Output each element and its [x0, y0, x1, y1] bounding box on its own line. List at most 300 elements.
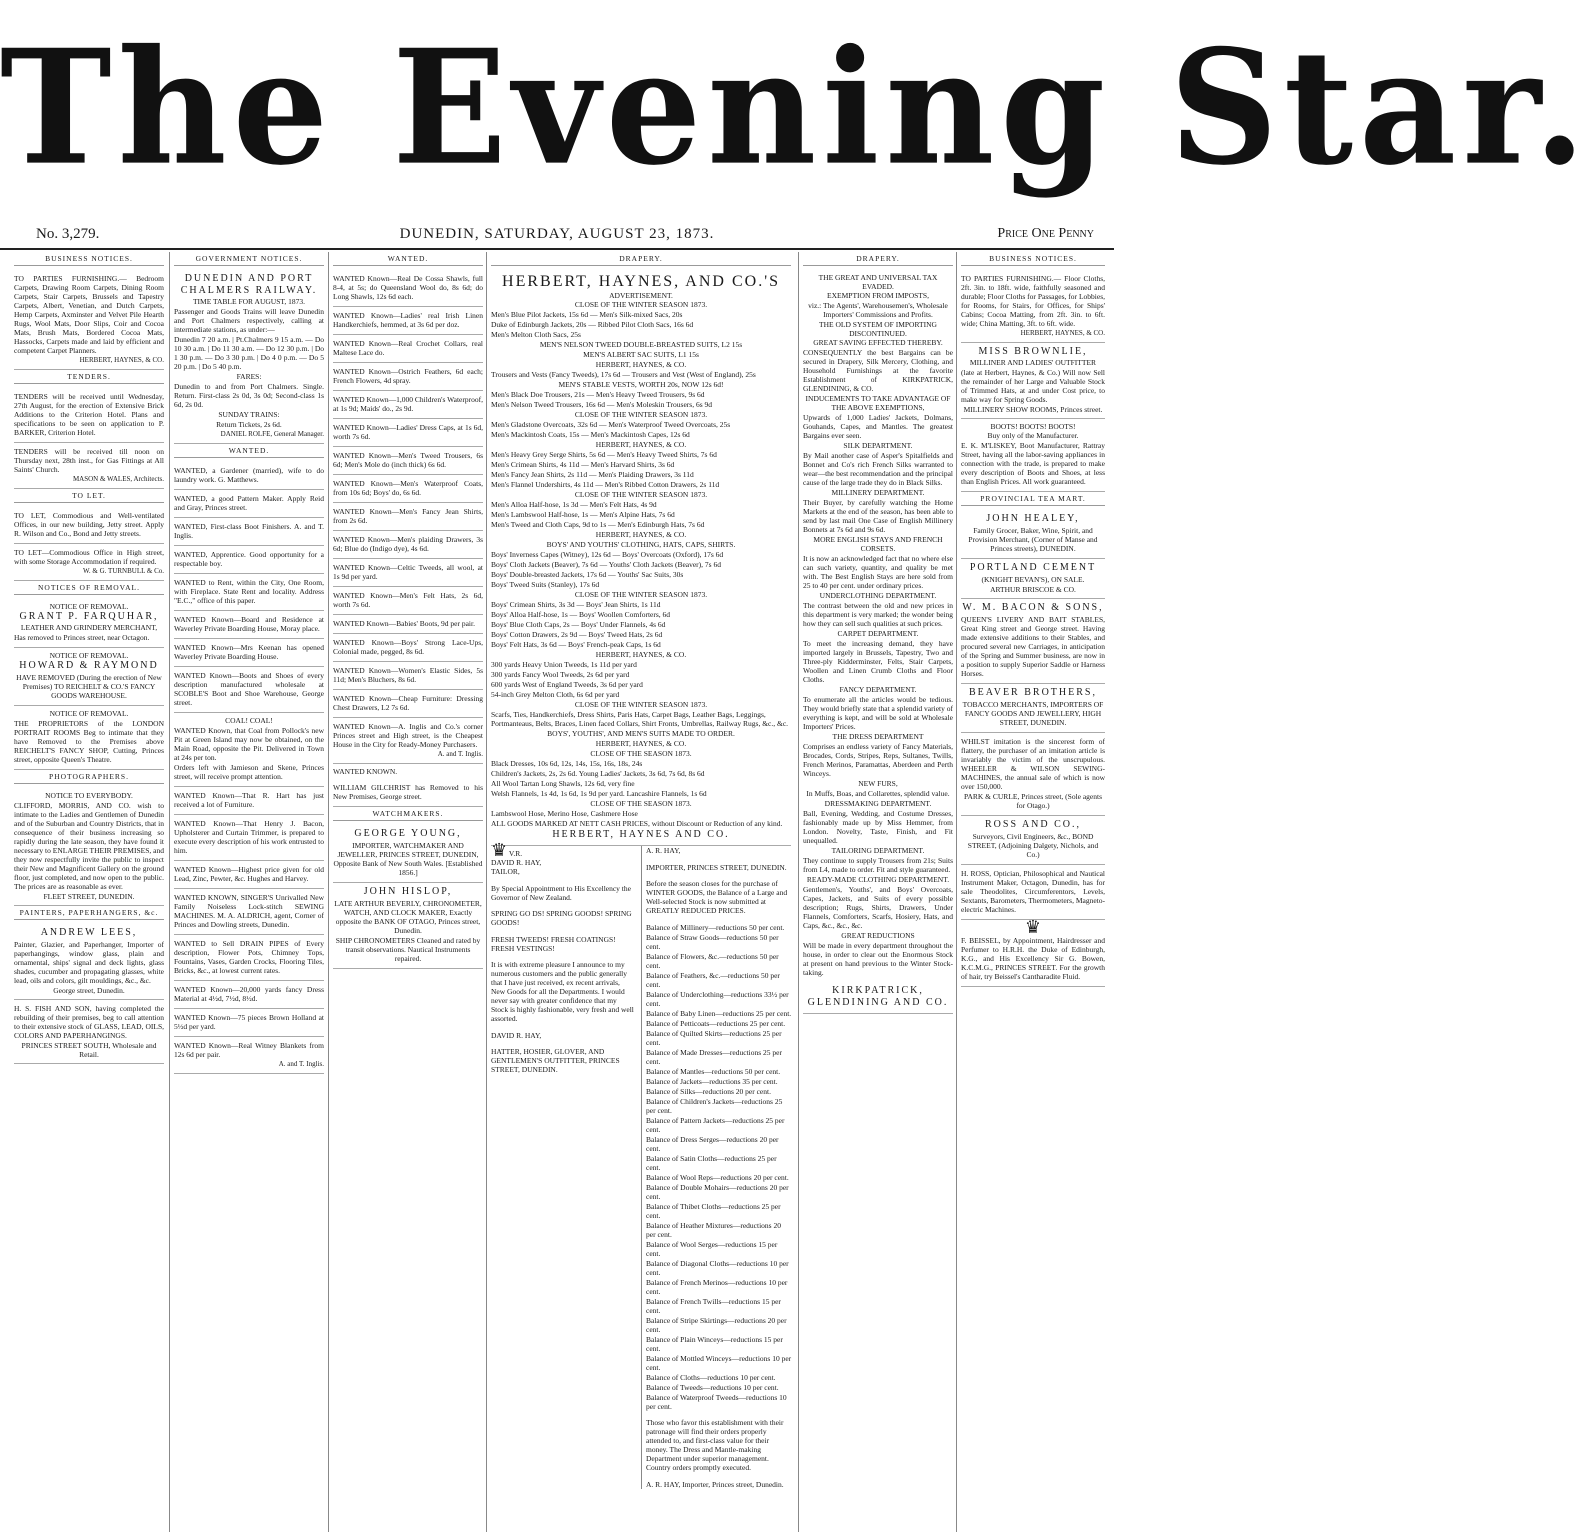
price-list-item: HERBERT, HAYNES, & CO. [595, 440, 687, 449]
ad-text: Return Tickets, 2s 6d. [216, 420, 282, 429]
price-list-item: 300 yards Fancy Wool Tweeds, 2s 6d per yard [491, 670, 630, 679]
ad-text: WANTED Known—Men's Felt Hats, 2s 6d, worth 7s 6d. [333, 591, 483, 609]
price-list-item: MEN'S ALBERT SAC SUITS, L1 15s [583, 350, 699, 359]
reduction-list-item: Balance of Mantles—reductions 50 per cent. [646, 1066, 781, 1076]
price-list-item: Boys' Inverness Capes (Witney), 12s 6d — Boys' Overcoats (Oxford), 17s 6d [491, 550, 724, 559]
price-list-item: BOYS', YOUTHS', AND MEN'S SUITS MADE TO ORDER. [547, 729, 735, 738]
ad-text: CONSEQUENTLY the best Bargains can be secured in Drapery, Silk Mercery, Clothing, and Household Furnishings at the favorite Establishment of KIRKPATRICK, GLENDINING, & CO. [803, 348, 953, 393]
ad-text: Upwards of 1,000 Ladies' Jackets, Dolmans, Gouhands, Capes, and Mantles. The greatest Bargains ever seen. [803, 413, 953, 440]
ad-text: WANTED Known—Boots and Shoes of every description manufactured wholesale at SCOBLE'S Boot and Shoe Warehouse, George street. [174, 671, 324, 707]
advertisement [961, 684, 1105, 733]
ad-signature: DANIEL ROLFE, General Manager. [220, 430, 324, 438]
ad-text: WANTED Known—75 pieces Brown Holland at 5½d per yard. [174, 1013, 324, 1031]
advertisement [333, 363, 483, 391]
reduction-list-item: Balance of Children's Jackets—reductions 25 per cent. [646, 1096, 783, 1115]
advertisement [14, 706, 164, 770]
section-header: NOTICES OF REMOVAL. [14, 583, 164, 595]
column-4 [486, 252, 791, 1532]
ad-trade: MILLINER AND LADIES' OUTFITTER [969, 358, 1097, 367]
price: Price One Penny [997, 226, 1094, 241]
reduction-list-item: Balance of Made Dresses—reductions 25 per cent. [646, 1047, 782, 1066]
ad-name: MISS BROWNLIE, [978, 346, 1088, 357]
ad-text: Ball, Evening, Wedding, and Costume Dresses, fashionably made up by Miss Hemmer, from London. Novelty, Taste, Finish, and Fit unequalled. [803, 809, 953, 845]
advertisement [333, 718, 483, 764]
price-list-item: Men's Melton Cloth Sacs, 25s [491, 330, 581, 339]
ad-name: JOHN HISLOP, [363, 886, 453, 897]
ad-text: WILLIAM GILCHRIST has Removed to his New Premises, George street. [333, 783, 483, 801]
price-list-item: Men's Lambswool Half-hose, 1s — Men's Alpine Hats, 7s 6d [491, 510, 675, 519]
newspaper-title: The Evening Star. [0, 15, 1592, 201]
ad-name: A. R. HAY, [646, 846, 681, 855]
reduction-list-item: Balance of Cloths—reductions 10 per cent. [646, 1372, 776, 1382]
section-header: TO LET. [14, 491, 164, 503]
price-list-item: Boys' Double-breasted Jackets, 17s 6d — Youths' Sac Suits, 30s [491, 570, 684, 579]
section-header: TENDERS. [14, 372, 164, 384]
advertisement [174, 611, 324, 639]
price-list-item: HERBERT, HAYNES, & CO. [595, 650, 687, 659]
advertisement [961, 816, 1105, 865]
timetable: Dunedin 7 20 a.m. | Pt.Chalmers 9 15 a.m. — Do 10 30 a.m. | Do 11 30 a.m. — Do 12 30 p.m. | Do 1 30 p.m. — Do 3 30 p.m. | Do 4 0 p.m. — Do 5 20 p.m. | Do 5 40 p.m. [174, 335, 324, 371]
price-list-item: HERBERT, HAYNES, & CO. [595, 530, 687, 539]
ad-name: ANDREW LEES, [40, 927, 138, 938]
price-list-item: CLOSE OF THE SEASON 1873. [590, 749, 692, 758]
price-list-item: Men's Gladstone Overcoats, 32s 6d — Men's Waterproof Tweed Overcoats, 25s [491, 420, 731, 429]
advertisement [333, 475, 483, 503]
ad-text: WANTED Known—Men's Tweed Trousers, 6s 6d; Men's Mole do (inch thick) 6s 6d. [333, 451, 483, 469]
ad-name: HOWARD & RAYMOND [19, 660, 159, 671]
advertisement [14, 507, 164, 544]
ad-text: Surveyors, Civil Engineers, &c., BOND STREET, (Adjoining Dalgety, Nichols, and Co.) [967, 832, 1099, 859]
price-list-item: Children's Jackets, 2s, 2s 6d. Young Ladies' Jackets, 3s 6d, 7s 6d, 8s 6d [491, 769, 705, 778]
ad-signature: HERBERT, HAYNES, & CO. [79, 356, 164, 364]
ad-subheading: THE DRESS DEPARTMENT [832, 732, 924, 741]
ad-name: PORTLAND CEMENT [969, 562, 1097, 573]
ad-trade: TAILOR, [491, 867, 520, 876]
ad-text: It is with extreme pleasure I announce to my numerous customers and the public generally that I have just received, ex recent arrivals, New Goods for all the Departments. I would never say with greater confidence that my Stock is highly fashionable, very fresh and well assorted. [491, 960, 634, 1023]
ad-name: DAVID R. HAY, [491, 858, 542, 867]
advertisement [174, 667, 324, 713]
reduction-list [646, 923, 792, 1411]
ad-text: WANTED Known—Ladies' real Irish Linen Handkerchiefs, hemmed, at 3s 6d per doz. [333, 311, 483, 329]
reduction-list-item: Balance of Wool Serges—reductions 15 per cent. [646, 1239, 778, 1258]
ad-text: Orders left with Jamieson and Skene, Princes street, will receive prompt attention. [174, 763, 324, 781]
advertisement [333, 779, 483, 807]
price-list-item: MEN'S STABLE VESTS, WORTH 20s, NOW 12s 6d! [558, 380, 724, 389]
price-list-item: MEN'S NELSON TWEED DOUBLE-BREASTED SUITS, L2 15s [539, 340, 743, 349]
ad-subheading: COAL! COAL! [225, 716, 273, 725]
reduction-list-item: Balance of Flowers, &c.—reductions 50 per cent. [646, 951, 779, 970]
ad-signature: MASON & WALES, Architects. [72, 475, 164, 483]
ad-text: E. K. M'LISKEY, Boot Manufacturer, Rattray Street, having all the labor-saving appliances in connection with the trade, is prepared to make every description of Boots and Shoes, at less than English Prices. All work guaranteed. [961, 441, 1105, 486]
advertisement [14, 599, 164, 648]
ad-subheading: CARPET DEPARTMENT. [837, 629, 919, 638]
advertisement [961, 510, 1105, 559]
price-list-item: HERBERT, HAYNES, & CO. [595, 360, 687, 369]
ad-text: WANTED, First-class Boot Finishers. A. and T. Inglis. [174, 522, 324, 540]
ad-text: TO PARTIES FURNISHING.— Floor Cloths, 2ft. 3in. to 18ft. wide, faithfully seasoned and durable; Floor Cloths for Passages, for Lobbies, for Rooms, for Stairs, for Offices, for Ships' Cabins; Cocoa Matting, from 2ft. 3in. to 6ft. wide; China Matting, 3ft. to 6ft. wide. [961, 274, 1105, 328]
ad-text: By Mail another case of Asper's Spitalfields and Bonnet and Co's rich French Silks warranted to wear—the best recommendation and the principal cause of the large trade they do in Black Silks. [803, 451, 953, 487]
price-list-item: CLOSE OF THE WINTER SEASON 1873. [574, 700, 708, 709]
dateline [0, 222, 1114, 250]
price-list-item: 300 yards Heavy Union Tweeds, 1s 11d per yard [491, 660, 637, 669]
advertisement [174, 639, 324, 667]
advertisement [961, 917, 1105, 987]
price-list-item: Men's Nelson Tweed Trousers, 16s 6d — Men's Moleskin Trousers, 6s 9d [491, 400, 713, 409]
ad-text: WANTED Known—Ostrich Feathers, 6d each; French Flowers, 4d spray. [333, 367, 483, 385]
section-header: WATCHMAKERS. [333, 809, 483, 821]
issue-number: No. 3,279. [36, 226, 100, 242]
ad-text: WANTED to Sell DRAIN PIPES of Every description, Flower Pots, Chimney Tops, Fountains, Vases, Garden Crocks, Flooring Tiles, Bricks, &c., at lowest current rates. [174, 939, 324, 975]
advertisement-kirkpatrick [803, 270, 953, 1014]
ad-text: WANTED Known—Babies' Boots, 9d per pair. [333, 619, 475, 628]
advertisement [333, 690, 483, 718]
advertisement [333, 559, 483, 587]
ad-text: WANTED KNOWN, SINGER'S Unrivalled New Family Noiseless Lock-stitch SEWING MACHINES. M. A. ALDRICH, agent, Corner of Princes and Dowling streets, Dunedin. [174, 893, 324, 929]
advertisement [174, 574, 324, 611]
price-list-item: Boys' Cloth Jackets (Beaver), 7s 6d — Youths' Cloth Jackets (Beaver), 7s 6d [491, 560, 721, 569]
ad-text: Those who favor this establishment with their patronage will find their orders properly attended to, and first-class value for their money. The Dress and Mantle-making Department under superior management. Country orders promptly executed. [646, 1418, 784, 1472]
ad-text: Buy only of the Manufacturer. [987, 431, 1079, 440]
ad-subheading: EXEMPTION FROM IMPOSTS, [827, 291, 929, 300]
ad-signature: A. and T. Inglis. [437, 750, 483, 758]
ad-text: TO PARTIES FURNISHING.— Bedroom Carpets, Drawing Room Carpets, Dining Room Carpets, Stair Carpets, Brussels and Tapestry Carpets, Albert, Venetian, and Dutch Carpets, Hemp Carpets, Axminster and Velvet Pile Hearth Rugs, Wool Mats, Door Slips, Coir and Cocoa Mats, Brush Mats, Bordered Cocoa Mats, Hassocks, Carpets made and laid by efficient and competent Carpet Planners. [14, 274, 164, 355]
advertisement [14, 648, 164, 706]
price-list-item: Men's Fancy Jean Shirts, 2s 11d — Men's Plaiding Drawers, 3s 11d [491, 470, 694, 479]
price-list-item: BOYS' AND YOUTHS' CLOTHING, HATS, CAPS, SHIRTS. [546, 540, 736, 549]
reduction-list-item: Balance of Stripe Skirtings—reductions 20 per cent. [646, 1315, 787, 1334]
column-3 [328, 252, 483, 1532]
ad-subheading: FARES: [236, 372, 262, 381]
section-subheader: WANTED KNOWN. [333, 767, 398, 776]
advertisement [333, 531, 483, 559]
ad-text: TOBACCO MERCHANTS, IMPORTERS OF FANCY GOODS AND JEWELLERY, HIGH STREET, DUNEDIN. [962, 700, 1104, 727]
price-list-item: Men's Crimean Shirts, 4s 11d — Men's Harvard Shirts, 3s 6d [491, 460, 675, 469]
ad-footer: HERBERT, HAYNES AND CO. [552, 829, 730, 840]
advertisement [174, 546, 324, 574]
ad-text: WANTED Known—Boys' Strong Lace-Ups, Colonial made, pegged, 8s 6d. [333, 638, 483, 656]
ad-subheading: FANCY DEPARTMENT. [839, 685, 917, 694]
price-list-item: 54-inch Grey Melton Cloth, 6s 6d per yard [491, 690, 620, 699]
ad-text: (late at Herbert, Haynes, & Co.) Will now Sell the remainder of her Large and Valuable Stock of Trimmed Hats, at and under Cost price, to make way for Spring Goods. [961, 368, 1105, 404]
ad-text: Painter, Glazier, and Paperhanger, Importer of paperhangings, window glass, plain and ornamental, ships' signal and deck lights, glass shades, cucumber and propagating glasses, white lead, oils and colors, gilt mouldings, &c., &c. [14, 940, 164, 985]
ad-subheading: BOOTS! BOOTS! BOOTS! [990, 422, 1076, 431]
price-list-item: Boys' Felt Hats, 3s 6d — Boys' French-peak Caps, 1s 6d [491, 640, 661, 649]
ad-text: WHILST imitation is the sincerest form of flattery, the purchaser of an imitation article is invariably the victim of the unscrupulous. WHEELER & WILSON SEWING-MACHINES, the annual sale of which is now over 150,000. [961, 737, 1105, 791]
ad-text: WANTED Known—Men's Waterproof Coats, from 10s 6d; Boys' do, 6s 6d. [333, 479, 483, 497]
ad-text: H. S. FISH AND SON, having completed the rebuilding of their premises, beg to call attention to their extensive stock of GLASS, LEAD, OILS, COLORS AND PAPERHANGINGS. [14, 1004, 164, 1040]
ad-signature: PRINCES STREET SOUTH, Wholesale and Retail. [21, 1041, 157, 1059]
advertisement [174, 861, 324, 889]
section-header: PROVINCIAL TEA MART. [961, 494, 1105, 506]
ad-text: Will be made in every department throughout the house, in order to clear out the Enormous Stock at present on hand previous to the Winter Stock-taking. [803, 941, 953, 977]
ad-text: LATE ARTHUR BEVERLY, CHRONOMETER, WATCH, AND CLOCK MAKER, Exactly opposite the BANK OF OTAGO, Princes street, Dunedin. [334, 899, 482, 935]
ad-text: To enumerate all the articles would be tedious. They would briefly state that a splendid variety of everything is kept, and will be sold at Wholesale Importers' Prices. [803, 695, 953, 731]
ad-name: GEORGE YOUNG, [354, 828, 462, 839]
advertisement [333, 391, 483, 419]
ad-subheading: UNDERCLOTHING DEPARTMENT. [819, 591, 937, 600]
ad-subheading: NOTICE OF REMOVAL. [49, 709, 129, 718]
advertisement [174, 518, 324, 546]
ad-name: ROSS AND CO., [984, 819, 1082, 830]
column-6 [956, 252, 1105, 1532]
price-list-item: Men's Heavy Grey Serge Shirts, 5s 6d — Men's Heavy Tweed Shirts, 7s 6d [491, 450, 717, 459]
ad-text: viz.: The Agents', Warehousemen's, Wholesale Importers' Commissions and Profits. [808, 301, 948, 319]
advertisement [333, 825, 483, 883]
reduction-list-item: Balance of French Twills—reductions 15 per cent. [646, 1296, 781, 1315]
advertisement [333, 307, 483, 335]
arhay-ad [641, 846, 792, 1489]
advertisement [174, 1037, 324, 1074]
column-header: BUSINESS NOTICES. [14, 254, 164, 266]
ad-title: HERBERT, HAYNES, AND CO.'S [502, 273, 780, 290]
advertisement [14, 388, 164, 443]
ad-text: WANTED Known—Men's Fancy Jean Shirts, from 2s 6d. [333, 507, 483, 525]
ad-title: THE GREAT AND UNIVERSAL TAX EVADED. [818, 273, 938, 291]
price-list-item: Boys' Alloa Half-hose, 1s — Boys' Woollen Comforters, 6d [491, 610, 671, 619]
ad-subheading: ADVERTISEMENT. [609, 291, 673, 300]
price-list-item: CLOSE OF THE WINTER SEASON 1873. [574, 490, 708, 499]
ad-name: GRANT P. FARQUHAR, [19, 611, 159, 622]
price-list-item: ALL GOODS MARKED AT NETT CASH PRICES, without Discount or Reduction of any kind. [491, 819, 783, 828]
price-list-item: Boys' Tweed Suits (Stanley), 17s 6d [491, 580, 600, 589]
advertisement [333, 503, 483, 531]
ad-name: DAVID R. HAY, [491, 1030, 542, 1040]
reduction-list-item: Balance of Mottled Winceys—reductions 10 per cent. [646, 1353, 792, 1372]
ad-text: FRESH TWEEDS! FRESH COATINGS! FRESH VESTINGS! [491, 934, 616, 953]
ad-text: TO LET, Commodious and Well-ventilated Offices, in our new building, Jetty street. Apply R. Wilson and Co., Bond and Jetty streets. [14, 511, 164, 538]
ad-signature: ARTHUR BRISCOE & CO. [990, 585, 1076, 594]
reduction-list-item: Balance of Satin Cloths—reductions 25 per cent. [646, 1153, 777, 1172]
advertisement [174, 490, 324, 518]
advertisement [333, 335, 483, 363]
ad-subheading: GREAT SAVING EFFECTED THEREBY. [813, 338, 943, 347]
advertisement [14, 1000, 164, 1064]
ad-text: WANTED Known—A. Inglis and Co.'s corner Princes street and High street, is the Cheapest House in the City for Ready-Money Purchasers. [333, 722, 483, 749]
reduction-list-item: Balance of Thibet Cloths—reductions 25 per cent. [646, 1201, 781, 1220]
price-list-item: Men's Mackintosh Coats, 15s — Men's Mackintosh Capes, 12s 6d [491, 430, 690, 439]
ad-text: WANTED Known—Men's plaiding Drawers, 3s 6d; Blue do (Indigo dye), 4s 6d. [333, 535, 483, 553]
advertisement [961, 343, 1105, 419]
reduction-list-item: Balance of Jackets—reductions 35 per cent. [646, 1076, 778, 1086]
reduction-list-item: Balance of Tweeds—reductions 10 per cent. [646, 1382, 779, 1392]
ad-text: PARK & CURLE, Princes street, (Sole agents for Otago.) [963, 792, 1103, 810]
advertisement [174, 815, 324, 861]
ad-subheading: GREAT REDUCTIONS [841, 931, 915, 940]
ad-text: WANTED Known—That Henry J. Bacon, Upholsterer and Curtain Trimmer, is prepared to execute every description of his work entrusted to him. [174, 819, 324, 855]
reduction-list-item: Balance of Straw Goods—reductions 50 per cent. [646, 932, 779, 951]
ad-subheading: NEW FURS, [858, 779, 898, 788]
price-list-item: Boys' Crimean Shirts, 3s 3d — Boys' Jean Shirts, 1s 11d [491, 600, 661, 609]
price-list-item: Men's Tweed and Cloth Caps, 9d to 1s — Men's Edinburgh Hats, 7s 6d [491, 520, 705, 529]
price-list-item: Men's Alloa Half-hose, 1s 3d — Men's Felt Hats, 4s 9d [491, 500, 657, 509]
advertisement [174, 981, 324, 1009]
ad-text: WANTED Known—Real Witney Blankets from 12s 6d per pair. [174, 1041, 324, 1059]
reduction-list-item: Balance of Millinery—reductions 50 per cent. [646, 922, 785, 932]
advertisement [961, 599, 1105, 684]
column-header: GOVERNMENT NOTICES. [174, 254, 324, 266]
reduction-list-item: Balance of Heather Mixtures—reductions 20 per cent. [646, 1220, 781, 1239]
ad-text: Comprises an endless variety of Fancy Materials, Brocades, Cords, Stripes, Reps, Sultanes, Twills, French Merinos, Paramattas, Aberdeen and Perth Winceys. [803, 742, 953, 778]
advertisement [14, 788, 164, 906]
advertisement-herbert-haynes [491, 270, 791, 846]
reduction-list-item: Balance of Baby Linen—reductions 25 per cent. [646, 1008, 792, 1018]
advertisement [333, 587, 483, 615]
advertisement [333, 419, 483, 447]
reduction-list-item: Balance of Feathers, &c.—reductions 50 per cent. [646, 970, 780, 989]
split-section [491, 840, 792, 1489]
ad-text: WANTED Known—That R. Hart has just received a lot of Furniture. [174, 791, 324, 809]
ad-subheading: DRESSMAKING DEPARTMENT. [824, 799, 932, 808]
crest-text: V.R. [508, 849, 523, 858]
price-list [491, 300, 791, 828]
advertisement [961, 865, 1105, 920]
price-list-item: Duke of Edinburgh Jackets, 20s — Ribbed Pilot Cloth Sacs, 16s 6d [491, 320, 694, 329]
ad-subheading: NOTICE OF REMOVAL. [49, 651, 129, 660]
section-header: PHOTOGRAPHERS. [14, 772, 164, 784]
ad-subheading: THE OLD SYSTEM OF IMPORTING DISCONTINUED. [819, 320, 937, 338]
ad-signature: HERBERT, HAYNES, & CO. [1020, 329, 1105, 337]
ad-subheading: MILLINERY DEPARTMENT. [831, 488, 925, 497]
advertisement [333, 634, 483, 662]
column-header: DRAPERY. [491, 254, 791, 266]
column-2 [169, 252, 324, 1532]
advertisement [14, 924, 164, 1000]
advertisement [333, 615, 483, 634]
ad-text: WANTED, Apprentice. Good opportunity for a respectable boy. [174, 550, 324, 568]
section-header: PAINTERS, PAPERHANGERS, &c. [14, 908, 164, 920]
ad-name: JOHN HEALEY, [986, 513, 1080, 524]
ad-text: WANTED Known, that Coal from Pollock's new Pit at Green Island may now be obtained, on the Main Road, opposite the Pit. Delivered in Town at 24s per ton. [174, 726, 324, 762]
reduction-list-item: Balance of Wool Reps—reductions 20 per cent. [646, 1172, 789, 1182]
advertisement [333, 447, 483, 475]
ad-text: WANTED Known—Board and Residence at Waverley Private Boarding House, Moray place. [174, 615, 324, 633]
ad-signature: W. & G. TURNBULL & Co. [82, 567, 164, 575]
price-list-item: All Wool Tartan Long Shawls, 12s 6d, very fine [491, 779, 635, 788]
ad-text: WANTED Known—Women's Elastic Sides, 5s 11d; Men's Bluchers, 8s 6d. [333, 666, 483, 684]
ad-text: It is now an acknowledged fact that no where else can such variety, quantity, and quality be met with. The Best English Stays are here sold from 25 to 40 per cent. under ordinary prices. [803, 554, 953, 590]
masthead [0, 15, 1592, 218]
price-list-item: Men's Blue Pilot Jackets, 15s 6d — Men's Silk-mixed Sacs, 20s [491, 310, 683, 319]
ad-signature: A. and T. Inglis. [278, 1060, 324, 1068]
ad-subheading: TIME TABLE FOR AUGUST, 1873. [192, 297, 306, 306]
reduction-list-item: Balance of French Merinos—reductions 10 per cent. [646, 1277, 788, 1296]
ad-text: WANTED, a Gardener (married), wife to do laundry work. G. Matthews. [174, 466, 324, 484]
advertisement [174, 1009, 324, 1037]
advertisement [174, 935, 324, 981]
ad-text: WANTED Known—Celtic Tweeds, all wool, at 1s 9d per yard. [333, 563, 483, 581]
reduction-list-item: Balance of Underclothing—reductions 33½ per cent. [646, 989, 789, 1008]
advertisement [14, 270, 164, 370]
price-list-item: CLOSE OF THE SEASON 1873. [590, 799, 692, 808]
ad-text: WANTED Known—1,000 Children's Waterproof, at 1s 9d; Maids' do., 2s 9d. [333, 395, 483, 413]
section-header: WANTED. [174, 446, 324, 458]
reduction-list-item: Balance of Petticoats—reductions 25 per cent. [646, 1018, 786, 1028]
reduction-list-item: Balance of Plain Winceys—reductions 15 per cent. [646, 1334, 783, 1353]
price-list-item: Welsh Flannels, 1s 4d, 1s 6d, 1s 9d per yard. Lancashire Flannels, 1s 6d [491, 789, 707, 798]
column-header: WANTED. [333, 254, 483, 266]
ad-text: WANTED Known—Real Crochet Collars, real Maltese Lace do. [333, 339, 483, 357]
column-header: DRAPERY. [803, 254, 953, 266]
ad-text: Dunedin to and from Port Chalmers. Single. Return. First-class 2s 0d, 3s 0d; Second-class 1s 6d, 2s 0d. [174, 382, 324, 409]
crest-icon: ♛ [491, 840, 508, 860]
price-list-item: HERBERT, HAYNES, & CO. [595, 739, 687, 748]
column-1 [14, 252, 164, 1532]
ad-subheading: TAILORING DEPARTMENT. [831, 846, 925, 855]
ad-text: They continue to supply Trousers from 21s; Suits from L4, made to order. Fit and style guaranteed. [803, 856, 953, 874]
reduction-list-item: Balance of Dress Serges—reductions 20 per cent. [646, 1134, 779, 1153]
advertisement [961, 270, 1105, 343]
ad-text: IMPORTER, PRINCES STREET, DUNEDIN. [646, 862, 787, 872]
column-5 [798, 252, 953, 1532]
ad-footer: KIRKPATRICK, GLENDINING AND CO. [807, 985, 949, 1008]
ad-text: IMPORTER, WATCHMAKER AND JEWELLER, PRINCES STREET, DUNEDIN, Opposite Bank of New South Wales. [Established 1856.] [333, 841, 483, 877]
ad-text: Family Grocer, Baker, Wine, Spirit, and Provision Merchant, (Corner of Manse and Princes streets), DUNEDIN. [968, 526, 1098, 553]
hay-tailor-ad [491, 840, 635, 1082]
price-list-item: CLOSE OF THE WINTER SEASON 1873. [574, 300, 708, 309]
ad-text: WANTED to Rent, within the City, One Room, with Fireplace. State Rent and locality. Address "E.C.," office of this paper. [174, 578, 324, 605]
ad-text: TENDERS will be received till noon on Thursday next, 28th inst., for Gas Fittings at All Saints' Church. [14, 447, 164, 474]
price-list-item: Trousers and Vests (Fancy Tweeds), 17s 6d — Trousers and Vest (West of England), 25s [491, 370, 756, 379]
ad-text: HATTER, HOSIER, GLOVER, AND GENTLEMEN'S OUTFITTER, PRINCES STREET, DUNEDIN. [491, 1047, 620, 1074]
crest-icon: ♛ [1024, 917, 1042, 937]
ad-text: WANTED Known—20,000 yards fancy Dress Material at 4½d, 7½d, 8½d. [174, 985, 324, 1003]
ad-subheading: SILK DEPARTMENT. [843, 441, 913, 450]
columns [14, 252, 1104, 1532]
advertisement [961, 559, 1105, 599]
reduction-list-item: Balance of Diagonal Cloths—reductions 10 per cent. [646, 1258, 789, 1277]
ad-name: W. M. BACON & SONS, [962, 602, 1104, 613]
advertisement [333, 883, 483, 969]
ad-text: THE PROPRIETORS of the LONDON PORTRAIT ROOMS Beg to intimate that they have Removed to the Premises above REICHELT'S FANCY SHOP, Cutting, Princes street, opposite Queen's Theatre. [14, 719, 164, 764]
ad-text: WANTED Known—Real De Cossa Shawls, full 8-4, at 5s; do Queensland Wool do, 8s 6d; do Long Shawls, 12s 6d each. [333, 274, 483, 301]
reduction-list-item: Balance of Double Mohairs—reductions 20 per cent. [646, 1182, 789, 1201]
price-list-item: 600 yards West of England Tweeds, 3s 6d per yard [491, 680, 643, 689]
advertisement [961, 733, 1105, 816]
price-list-item: Boys' Cotton Drawers, 2s 9d — Boys' Tweed Hats, 2s 6d [491, 630, 663, 639]
ad-text: WANTED Known—Cheap Furniture: Dressing Chest Drawers, L2 7s 6d. [333, 694, 483, 712]
advertisement [333, 662, 483, 690]
price-list-item: Scarfs, Ties, Handkerchiefs, Dress Shirts, Paris Hats, Carpet Bags, Leather Bags, Leggings, Portmanteaus, Belts, Braces, Linen faced Collars, Shirt Fronts, Umbrellas, Railway Rugs, &c., &c. [491, 710, 789, 728]
advertisement [174, 462, 324, 490]
ad-signature: FLEET STREET, DUNEDIN. [43, 892, 135, 901]
ad-text: WANTED Known—Ladies' Dress Caps, at 1s 6d, worth 7s 6d. [333, 423, 483, 441]
ad-subheading: READY-MADE CLOTHING DEPARTMENT. [806, 875, 950, 884]
ad-text: By Special Appointment to His Excellency the Governor of New Zealand. [491, 883, 631, 902]
ad-text: WANTED, a good Pattern Maker. Apply Reid and Gray, Princes street. [174, 494, 324, 512]
royal-crest [961, 917, 1105, 937]
ad-text: SPRING GO DS! SPRING GOODS! SPRING GOODS! [491, 909, 632, 927]
ad-subheading: INDUCEMENTS TO TAKE ADVANTAGE OF THE ABOVE EXEMPTIONS, [805, 394, 951, 412]
advertisement [333, 270, 483, 307]
reduction-list-item: Balance of Waterproof Tweeds—reductions 10 per cent. [646, 1392, 787, 1411]
ad-trade: LEATHER AND GRINDERY MERCHANT, [20, 623, 158, 632]
ad-title: DUNEDIN AND PORT CHALMERS RAILWAY. [180, 273, 318, 296]
price-list-item: Boys' Blue Cloth Caps, 2s — Boys' Under Flannels, 4s 6d [491, 620, 666, 629]
advertisement [174, 713, 324, 787]
ad-subheading: NOTICE OF REMOVAL. [49, 602, 129, 611]
ad-text: In Muffs, Boas, and Collarettes, splendid value. [806, 789, 950, 798]
ad-text: QUEEN'S LIVERY AND BAIT STABLES, Great King street and George street. Having made extensive additions to their Stables, and procured several new Carriages, in anticipation of the Spring and Summer business, are now in a position to supply Superior Saddle or Harness Horses. [961, 615, 1105, 678]
ad-text: Gentlemen's, Youths', and Boys' Overcoats, Capes, Jackets, and Suits of every possible description; Rugs, Shirts, Drawers, Under Flannels, Comforters, Scarfs, Hosiery, Hats, and Caps, &c., &c., &c. [803, 885, 953, 930]
advertisement [174, 270, 324, 444]
ad-text: Passenger and Goods Trains will leave Dunedin and Port Chalmers respectively, calling at intermediate stations, as under:— [174, 307, 324, 334]
advertisement [174, 889, 324, 935]
ad-text: CLIFFORD, MORRIS, AND CO. wish to intimate to the Ladies and Gentlemen of Dunedin and of the Suburban and Country Districts, that in consequence of their business increasing so rapidly during the late season, they have found it necessary to ENLARGE THEIR PREMISES, and they now respectfully invite the public to inspect their New and Magnificent Gallery on the ground floor, just completed, and now open to the public. The prices are as reasonable as ever. [14, 801, 164, 891]
ad-text: Their Buyer, by carefully watching the Home Markets at the end of the season, has been able to send by last mail One Case of English Millinery Bonnets at 7s 6d and 9s 6d. [803, 498, 953, 534]
place-date: DUNEDIN, SATURDAY, AUGUST 23, 1873. [399, 226, 715, 242]
ad-text: TO LET—Commodious Office in High street, with some Storage Accommodation if required. [14, 548, 164, 566]
royal-crest [491, 840, 635, 860]
